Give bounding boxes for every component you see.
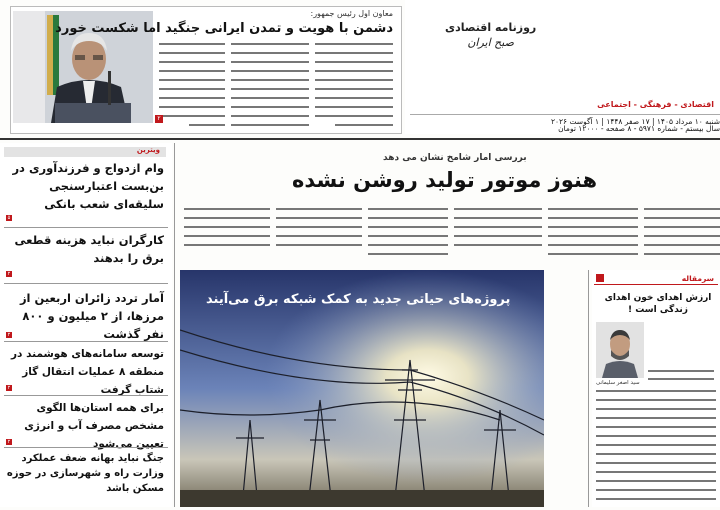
- dateline: شنبه ۱۰ مرداد ۱۴۰۵ | ۱۷ صفر ۱۴۴۸ | ۱ آگوست ۲۰۲۶: [410, 114, 720, 127]
- power-grid-photo: [180, 270, 544, 507]
- column-header: [4, 147, 166, 157]
- editorial-marker: [596, 274, 604, 282]
- author-name: سید اصغر سلیمانی: [596, 380, 640, 386]
- top-story-headline[interactable]: دشمن با هویت و تمدن ایرانی جنگید اما شکست خورد: [55, 21, 393, 36]
- masthead-subtitle: اقتصادی - فرهنگی - اجتماعی: [597, 100, 714, 109]
- body-text-lines: [315, 41, 393, 127]
- author-portrait: [596, 322, 644, 378]
- body-text-lines: [180, 204, 720, 264]
- editorial-column: [592, 270, 720, 507]
- page-badge: ۲: [7, 271, 11, 277]
- divider: [4, 227, 168, 228]
- page-badge: ۵: [7, 215, 11, 221]
- lead-story-body: [180, 204, 720, 264]
- editorial-label: سرمقاله: [681, 274, 714, 283]
- page-badge: ۲: [7, 332, 11, 338]
- divider: [4, 341, 168, 342]
- tagline: [445, 20, 536, 50]
- list-item[interactable]: توسعه سامانه‌های هوشمند در منطقه ۸ عملیات انتقال گاز شتاب گرفت: [11, 348, 164, 396]
- left-column: [0, 143, 172, 507]
- list-item[interactable]: وام ازدواج و فرزندآوری در بن‌بست اعتبارسنجی سلیقه‌ای شعب بانکی: [12, 161, 164, 211]
- body-text-lines: [648, 326, 714, 382]
- top-story-text-col-2: [231, 41, 309, 131]
- tagline-line-1: روزنامه اقتصادی: [445, 21, 537, 34]
- masthead: [405, 0, 720, 134]
- column-header-label: ویترین: [136, 146, 160, 154]
- page-badge: ۲: [7, 439, 11, 445]
- divider: [4, 395, 168, 396]
- lead-story-kicker: بررسی امار شامخ نشان می دهد: [383, 153, 527, 163]
- page-badge: ۲: [7, 385, 11, 391]
- top-story-text-col-3: [159, 41, 225, 131]
- divider: [4, 283, 168, 284]
- list-item[interactable]: کارگران نباید هزینه قطعی برق را بدهند: [14, 233, 164, 265]
- column-divider: [588, 270, 589, 507]
- body-text-lines: [231, 41, 309, 127]
- list-item[interactable]: آمار تردد زائران اربعین از مرزها، از ۲ میلیون و ۸۰۰ نفر گذشت: [19, 291, 164, 341]
- list-item[interactable]: برای همه استان‌ها الگوی مشخص مصرف آب و انرژی تعیین می‌شود: [24, 402, 164, 450]
- body-text-lines: [159, 41, 225, 127]
- top-story-kicker: معاون اول رئیس جمهور:: [310, 9, 393, 18]
- author-photo: [596, 322, 644, 378]
- editorial-title[interactable]: ارزش اهدای خون اهدای زندگی است !: [604, 293, 712, 315]
- editorial-text-top: [648, 326, 714, 382]
- photo-caption[interactable]: پروژه‌های حیاتی جدید به کمک شبکه برق می‌آیند: [206, 292, 511, 307]
- editorial-text: [596, 388, 716, 506]
- column-divider: [174, 143, 175, 507]
- list-item[interactable]: جنگ نباید بهانه ضعف عملکرد وزارت راه و شهرسازی در حوزه مسکن باشد: [6, 453, 164, 494]
- body-text-lines: [596, 388, 716, 506]
- top-story-box: [10, 6, 402, 134]
- page-badge: ۲: [155, 115, 163, 123]
- section-divider: [0, 138, 720, 140]
- divider: [4, 447, 168, 448]
- issue-info: سال بیستم - شماره ۵۹۷۱ - ۸ صفحه - ۱۲۰۰۰ تومان: [558, 124, 720, 133]
- top-story-text-col-1: [315, 41, 393, 131]
- lead-story-headline[interactable]: هنوز موتور تولید روشن نشده: [292, 168, 598, 192]
- tagline-line-2: صبح ایران: [467, 36, 514, 49]
